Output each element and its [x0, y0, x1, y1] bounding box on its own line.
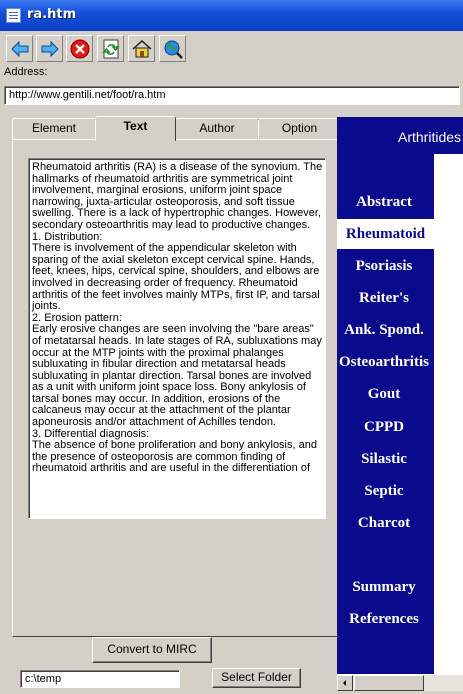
home-icon [131, 38, 153, 60]
nav-item-abstract[interactable]: Abstract [356, 194, 412, 210]
refresh-icon [100, 38, 122, 60]
nav-item-summary[interactable]: Summary [352, 579, 416, 595]
stop-button[interactable] [66, 35, 93, 62]
chevron-left-icon [338, 676, 352, 690]
article-paragraph: The absence of bone proliferation and bony ankylosis, and the presence of osteoporosis are common finding of rheumatoid arthritis and are useful in the differentiation of [32, 439, 317, 475]
title-bar[interactable] [0, 0, 463, 31]
section-heading: 2. Erosion pattern: [32, 311, 122, 324]
nav-item-reiters[interactable]: Reiter's [359, 290, 409, 306]
tab-element[interactable]: Element [12, 118, 96, 140]
refresh-button[interactable] [97, 35, 124, 62]
content-edge [434, 154, 463, 674]
article-paragraph: Rheumatoid arthritis (RA) is a disease of the synovium. The hallmarks of rheumatoid arthritis are symmetrical joint involvement, marginal erosions, uniform joint space narrowing, juxta-articular osteoporosis, and soft tissue swelling. There is a lack of hypertrophic changes. However, secondary osteoarthritis may lead to productive changes. [32, 161, 323, 231]
scroll-thumb[interactable] [354, 675, 424, 691]
document-icon [6, 8, 21, 23]
folder-path-input[interactable]: c:\temp [20, 670, 180, 688]
tab-author[interactable]: Author [175, 118, 259, 140]
nav-item-gout[interactable]: Gout [367, 386, 401, 402]
address-input[interactable]: http://www.gentili.net/foot/ra.htm [4, 86, 460, 105]
address-label: Address: [4, 66, 48, 78]
nav-item-cppd[interactable]: CPPD [364, 419, 404, 435]
nav-item-psoriasis[interactable]: Psoriasis [355, 258, 413, 274]
search-button[interactable] [159, 35, 186, 62]
home-button[interactable] [128, 35, 155, 62]
horizontal-scrollbar[interactable] [337, 674, 463, 691]
nav-item-silastic[interactable]: Silastic [361, 451, 407, 467]
section-heading: 1. Distribution: [32, 230, 103, 243]
convert-to-mirc-button[interactable]: Convert to MIRC [92, 637, 212, 663]
nav-item-osteoarthritis[interactable]: Osteoarthritis [339, 354, 429, 370]
nav-item-septic[interactable]: Septic [364, 483, 404, 499]
tab-text[interactable]: Text [95, 116, 176, 141]
forward-button[interactable] [36, 35, 63, 62]
select-folder-button[interactable]: Select Folder [212, 668, 301, 688]
article-paragraph: Early erosive changes are seen involving the "bare areas" of metatarsal heads. In late stages of RA, subluxations may occur at the MTP joints with the proximal phalanges subluxating in fibular direction and metatarsal heads subluxating in plantar direction. Tarsal bones are involved as a unit with uniform joint space loss. Bony ankylosis of tarsal bones may occur. In addition, erosions of the calcaneus may occur at the attachment of the plantar aponeurosis and/or attachment of Achilles tendon. [32, 323, 322, 429]
search-globe-icon [162, 38, 184, 60]
toolbar [0, 31, 463, 65]
forward-arrow-icon [39, 38, 61, 60]
nav-item-rheumatoid[interactable]: Rheumatoid [337, 219, 434, 249]
article-body [32, 162, 324, 475]
article-paragraph: There is involvement of the appendicular skeleton with sparing of the axial skeleton except cervical spine. Hands, feet, knees, hips, cervical spine, shoulders, and elbows are involved in decreasing order of frequency. Rheumatoid arthritis of the feet involves mainly MTPs, first IP, and tarsal joints. [32, 242, 320, 313]
back-arrow-icon [9, 38, 31, 60]
nav-item-ank-spond[interactable]: Ank. Spond. [344, 322, 424, 338]
nav-item-charcot[interactable]: Charcot [357, 515, 411, 531]
back-button[interactable] [6, 35, 33, 62]
scroll-left-button[interactable] [337, 675, 353, 691]
stop-icon [69, 38, 91, 60]
nav-header: Arthritides [398, 129, 462, 145]
article-text-area[interactable] [28, 158, 326, 519]
window-title: ra.htm [27, 7, 77, 22]
section-heading: 3. Differential diagnosis: [32, 427, 150, 440]
nav-item-references[interactable]: References [349, 611, 419, 627]
tab-option[interactable]: Option [258, 118, 341, 140]
topic-nav-pane [337, 117, 463, 674]
